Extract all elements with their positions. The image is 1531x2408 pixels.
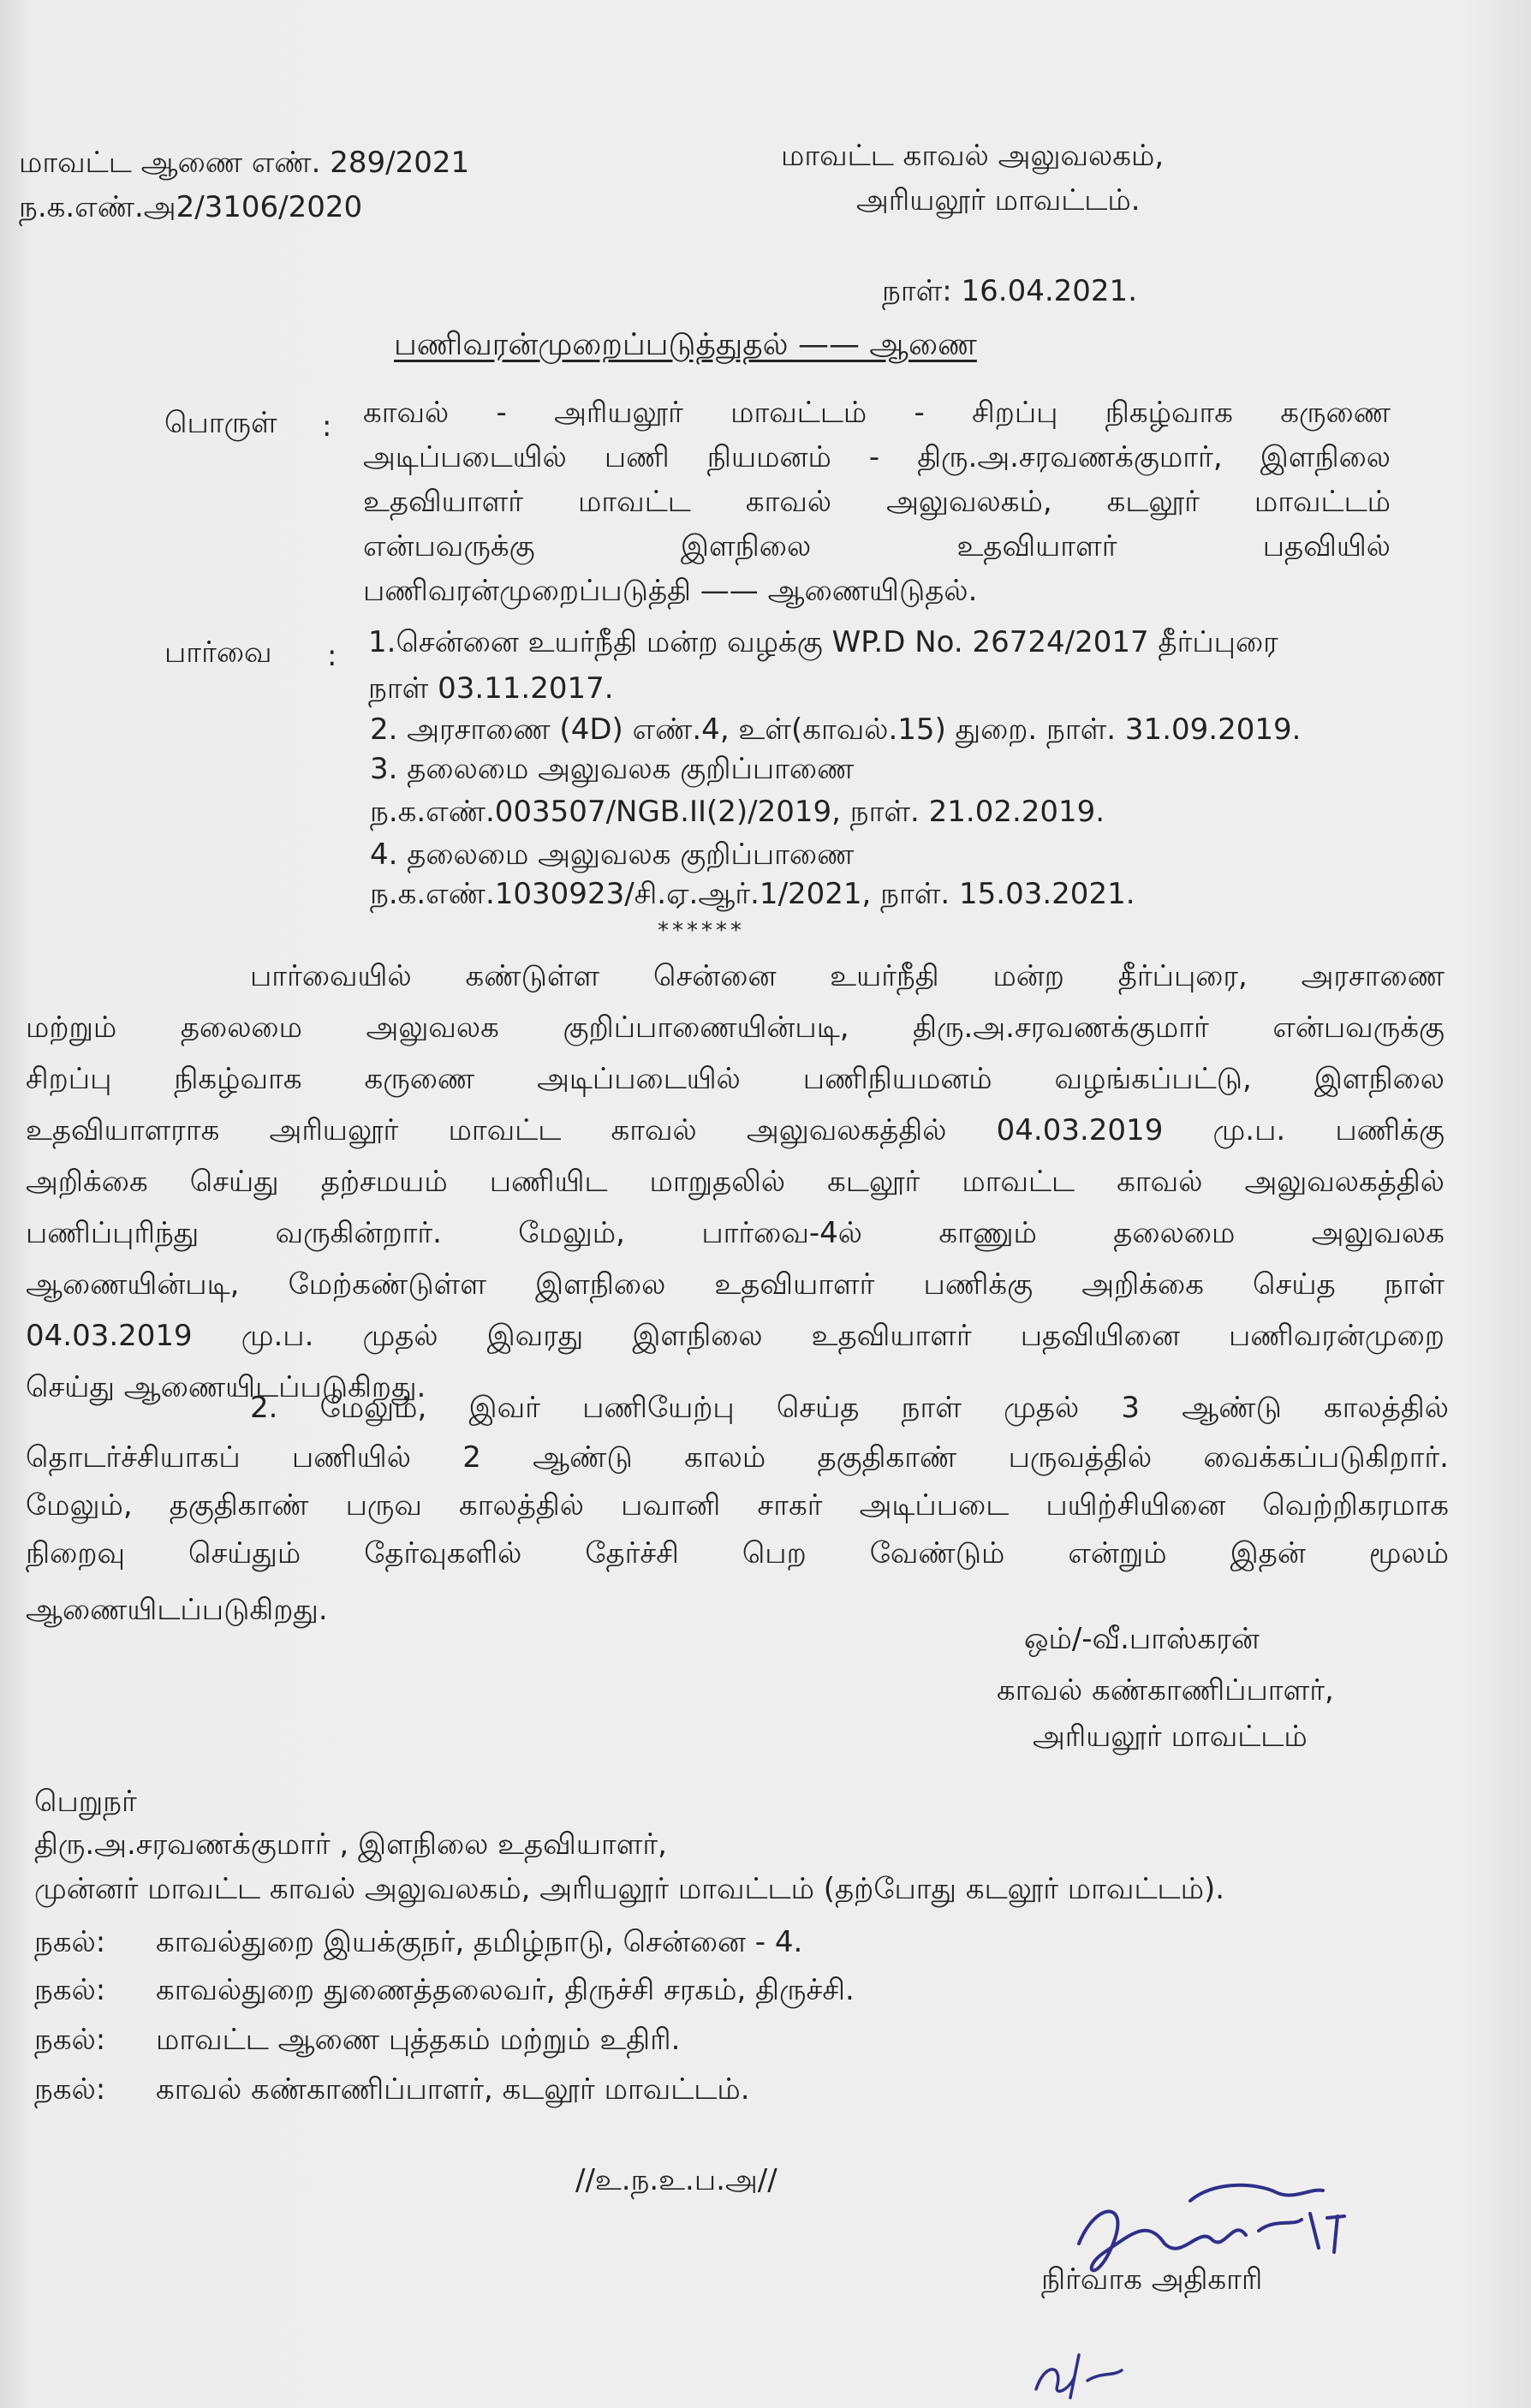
recipient-line: முன்னர் மாவட்ட காவல் அலுவலகம், அரியலூர் மாவட்டம் (தற்போது கடலூர் மாவட்டம்). <box>34 1872 1225 1906</box>
signatory-designation: காவல் கண்காணிப்பாளர், <box>997 1673 1334 1708</box>
subject-line: காவல் - அரியலூர் மாவட்டம் - சிறப்பு நிகழ்வாக கருணை <box>363 396 1391 430</box>
body-line: சிறப்பு நிகழ்வாக கருணை அடிப்படையில் பணிநியமனம் வழங்கப்பட்டு, இளநிலை <box>26 1062 1445 1096</box>
reference-colon: : <box>327 639 337 673</box>
document-title: பணிவரன்முறைப்படுத்துதல் —— ஆணை <box>394 327 977 362</box>
order-date: நாள்: 16.04.2021. <box>882 274 1137 308</box>
officer-title: நிர்வாக அதிகாரி <box>1041 2262 1263 2297</box>
body-line: தொடர்ச்சியாகப் பணியில் 2 ஆண்டு காலம் தகுதிகாண் பருவத்தில் வைக்கப்படுகிறார். <box>26 1440 1449 1475</box>
signatory-name: ஒம்/-வீ.பாஸ்கரன் <box>1024 1622 1260 1656</box>
signatory-district: அரியலூர் மாவட்டம் <box>1033 1720 1308 1754</box>
subject-colon: : <box>322 409 332 444</box>
body-line: நிறைவு செய்தும் தேர்வுகளில் தேர்ச்சி பெற வேண்டும் என்றும் இதன் மூலம் <box>26 1536 1449 1571</box>
body-line: பணிப்புரிந்து வருகின்றார். மேலும், பார்வை-4ல் காணும் தலைமை அலுவலக <box>26 1216 1445 1250</box>
body-line: பார்வையில் கண்டுள்ள சென்னை உயர்நீதி மன்ற தீர்ப்புரை, அரசாணை <box>250 959 1445 993</box>
copy-label: நகல்: <box>34 1925 106 1959</box>
office-district: அரியலூர் மாவட்டம். <box>856 183 1141 218</box>
subject-line: என்பவருக்கு இளநிலை உதவியாளர் பதவியில் <box>363 529 1391 563</box>
copy-item: காவல் கண்காணிப்பாளர், கடலூர் மாவட்டம். <box>156 2072 750 2107</box>
body-line: அறிக்கை செய்து தற்சமயம் பணியிட மாறுதலில் கடலூர் மாவட்ட காவல் அலுவலகத்தில் <box>26 1165 1445 1199</box>
separator-stars: ****** <box>658 918 745 944</box>
reference-label: பார்வை <box>164 635 272 670</box>
body-line: ஆணையிடப்படுகிறது. <box>26 1593 328 1627</box>
subject-line: பணிவரன்முறைப்படுத்தி —— ஆணையிடுதல். <box>363 574 978 608</box>
recipient-label: பெறுநர் <box>34 1785 137 1819</box>
body-line: ஆணையின்படி, மேற்கண்டுள்ள இளநிலை உதவியாளர் பணிக்கு அறிக்கை செய்த நாள் <box>26 1267 1445 1302</box>
body-line: 2. மேலும், இவர் பணியேற்பு செய்த நாள் முதல் 3 ஆண்டு காலத்தில் <box>250 1391 1449 1425</box>
copy-item: காவல்துறை இயக்குநர், தமிழ்நாடு, சென்னை - 4. <box>156 1925 803 1959</box>
reference-line: 4. தலைமை அலுவலக குறிப்பாணை <box>370 837 855 872</box>
subject-label: பொருள் <box>164 406 277 440</box>
copy-item: காவல்துறை துணைத்தலைவர், திருச்சி சரகம், திருச்சி. <box>156 1973 855 2007</box>
body-line: உதவியாளராக அரியலூர் மாவட்ட காவல் அலுவலகத்தில் 04.03.2019 மு.ப. பணிக்கு <box>26 1113 1445 1147</box>
copy-item: மாவட்ட ஆணை புத்தகம் மற்றும் உதிரி. <box>156 2023 681 2057</box>
body-line: மேலும், தகுதிகாண் பருவ காலத்தில் பவானி சாகர் அடிப்படை பயிற்சியினை வெற்றிகரமாக <box>26 1488 1449 1523</box>
recipient-line: திரு.அ.சரவணக்குமார் , இளநிலை உதவியாளர், <box>34 1827 667 1862</box>
reference-line: 3. தலைமை அலுவலக குறிப்பாணை <box>370 752 855 786</box>
copy-label: நகல்: <box>34 2072 106 2107</box>
file-number: ந.க.எண்.அ2/3106/2020 <box>19 190 363 224</box>
reference-line: ந.க.எண்.003507/NGB.II(2)/2019, நாள். 21.02.2019. <box>370 795 1105 829</box>
copy-label: நகல்: <box>34 1973 106 2007</box>
subject-line: அடிப்படையில் பணி நியமனம் - திரு.அ.சரவணக்குமார், இளநிலை <box>363 440 1391 474</box>
reference-line: 1.சென்னை உயர்நீதி மன்ற வழக்கு WP.D No. 26724/2017 தீர்ப்புரை <box>368 625 1278 659</box>
order-number: மாவட்ட ஆணை எண். 289/2021 <box>19 146 470 180</box>
handwritten-initials <box>1028 2329 1139 2406</box>
body-line: செய்து ஆணையிடப்படுகிறது. <box>26 1370 426 1404</box>
body-line: மற்றும் தலைமை அலுவலக குறிப்பாணையின்படி, திரு.அ.சரவணக்குமார் என்பவருக்கு <box>26 1010 1445 1045</box>
reference-line: நாள் 03.11.2017. <box>368 671 614 706</box>
reference-line: 2. அரசாணை (4D) எண்.4, உள்(காவல்.15) துறை. நாள். 31.09.2019. <box>370 712 1302 747</box>
copy-label: நகல்: <box>34 2023 106 2057</box>
attestation-mark: //உ.ந.உ.ப.அ// <box>575 2163 777 2197</box>
subject-line: உதவியாளர் மாவட்ட காவல் அலுவலகம், கடலூர் மாவட்டம் <box>363 485 1391 519</box>
body-line: 04.03.2019 மு.ப. முதல் இவரது இளநிலை உதவியாளர் பதவியினை பணிவரன்முறை <box>26 1319 1445 1353</box>
reference-line: ந.க.எண்.1030923/சி.ஏ.ஆர்.1/2021, நாள். 15.03.2021. <box>370 877 1135 911</box>
office-name: மாவட்ட காவல் அலுவலகம், <box>781 139 1165 173</box>
